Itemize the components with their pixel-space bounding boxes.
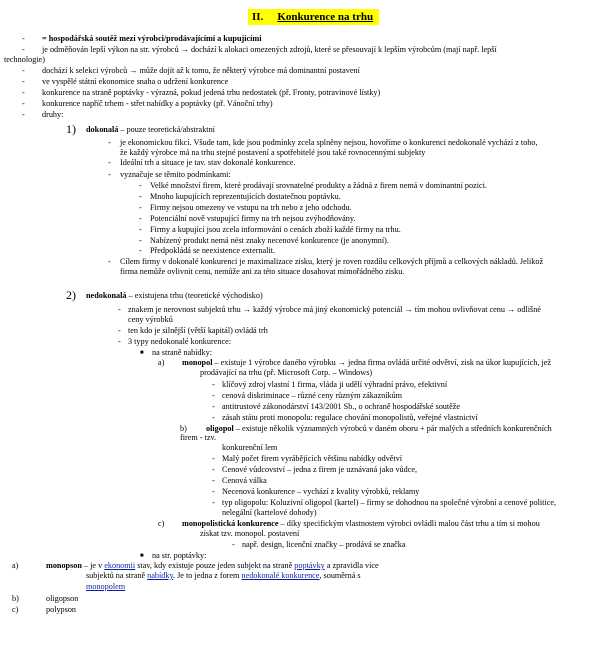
- text-line: na straně nabídky:: [152, 348, 213, 357]
- text-line: ve vyspělé státní ekonomice snaha o udržení konkurence: [42, 77, 229, 86]
- text-line: [86, 582, 125, 592]
- text-line: že každý výrobce má na trhu stejné postavení a spotřebitelé jsou také rovnocennými subjekty: [120, 148, 426, 157]
- bullet-marker: -: [212, 465, 215, 474]
- text-line: Firmy nejsou omezeny ve vstupu na trh nebo z jeho odchodu.: [150, 203, 352, 212]
- square-bullet-marker: ■: [140, 553, 144, 559]
- text-line: konkurenční lem: [222, 443, 278, 452]
- bullet-marker: -: [139, 246, 142, 255]
- text-line: oligopol – existuje několik významných výrobců v daném oboru + pár malých a středních konkurenčních: [206, 424, 552, 433]
- list-letter: a): [12, 561, 19, 570]
- link-nedokonala-konkurence[interactable]: nedokonalé konkurence: [241, 571, 320, 580]
- text-line: Necenová konkurence – vychází z kvality výrobků, reklamy: [222, 487, 420, 496]
- text-line: zásah státu proti monopolu: regulace chování monopolistů, veřejné vlastnictví: [222, 413, 478, 422]
- bullet-marker: -: [22, 66, 25, 75]
- square-bullet-marker: ■: [140, 350, 144, 356]
- text-line: Předpokládá se neexistence externalit.: [150, 246, 276, 255]
- bullet-marker: -: [212, 454, 215, 463]
- link-nabidka[interactable]: nabídky: [147, 571, 174, 580]
- text-line: Cílem firmy v dokonalé konkurenci je maximalizace zisku, který je roven rozdílu celkových příjmů a celkových nákladů. Jelikož: [120, 257, 544, 266]
- text-line: dochází k selekci výrobců → může dojít až k tomu, že některý výrobce má dominantní postavení: [42, 66, 360, 75]
- text-line: cenová diskriminace – různé ceny různým zákazníkům: [222, 391, 403, 400]
- bullet-marker: -: [139, 192, 142, 201]
- title-text: Konkurence na trhu: [277, 11, 374, 23]
- text-line: na str. poptávky:: [152, 551, 207, 560]
- section-number: 2): [66, 288, 76, 302]
- text-line: Cenová válka: [222, 476, 267, 485]
- text-line: monopson – je v ekonomii stav, kdy existuje pouze jeden subjekt na straně poptávky a zpravidla více: [46, 561, 379, 570]
- section-heading: nedokonalá – existujena trhu (teoretické východisko): [86, 291, 263, 300]
- bullet-marker: -: [118, 305, 121, 314]
- text-line: Malý počet firem vyrábějících většinu nabídky odvětví: [222, 454, 403, 463]
- list-letter: b): [180, 424, 187, 433]
- bullet-marker: -: [108, 257, 111, 266]
- text-line: vyznačuje se těmito podmínkami:: [120, 170, 231, 179]
- definition-line: = hospodářská soutěž mezi výrobci/prodávajícími a kupujícími: [42, 34, 262, 43]
- page-title: [248, 9, 379, 25]
- bullet-marker: -: [118, 337, 121, 346]
- text-line: konkurence na straně poptávky - výrazná, pokud jedená trhu nedostatek (př. Fronty, potravinové lístky): [42, 88, 381, 97]
- bullet-marker: -: [212, 476, 215, 485]
- text-line: Potenciální nově vstupující firmy na trh nejsou zvýhodňovány.: [150, 214, 356, 223]
- bullet-marker: -: [118, 326, 121, 335]
- text-line: klíčový zdroj vlastní 1 firma, vláda ji udělí výhradní právo, efektivní: [222, 380, 448, 389]
- bullet-marker: -: [139, 203, 142, 212]
- bullet-marker: -: [232, 540, 235, 549]
- section-heading: dokonalá – pouze teoretická/abstraktní: [86, 125, 215, 134]
- text-line: subjektů na straně nabídky. Je to jedna z forem nedokonalé konkurence, souměrná s: [86, 571, 361, 580]
- text-line: 3 typy nedokonalé konkurence:: [128, 337, 231, 346]
- text-line: druhy:: [42, 110, 64, 119]
- link-monopol[interactable]: monopolem: [86, 582, 126, 591]
- bullet-marker: -: [212, 498, 215, 507]
- text-line: konkurence napříč trhem - střet nabídky a poptávky (př. Vánoční trhy): [42, 99, 273, 108]
- text-line: oligopson: [46, 594, 79, 603]
- bullet-marker: -: [22, 34, 25, 43]
- link-ekonomie[interactable]: ekonomii: [104, 561, 136, 570]
- text-line: je ekonomickou fikcí. Všude tam, kde jsou podmínky zcela splněny nejsou, hovoříme o konkurenci nedokonalé vychází z toho,: [120, 138, 538, 147]
- text-line: technologie): [4, 55, 45, 64]
- bullet-marker: -: [212, 402, 215, 411]
- text-line: Mnoho kupujících reprezentujících dostatečnou poptávku.: [150, 192, 341, 201]
- bullet-marker: -: [22, 99, 25, 108]
- text-line: Ideální trh a situace je tav. stav dokonalé konkurence.: [120, 158, 296, 167]
- bullet-marker: -: [108, 158, 111, 167]
- text-line: firem - tzv.: [180, 433, 217, 442]
- list-letter: b): [12, 594, 19, 603]
- section-number: 1): [66, 122, 76, 136]
- text-line: prodávající na trhu (př. Microsoft Corp. – Windows): [200, 368, 373, 377]
- text-line: ceny výrobků: [128, 315, 173, 324]
- bullet-marker: -: [22, 45, 25, 54]
- text-line: získat tzv. monopol. postavení: [200, 529, 300, 538]
- text-line: Velké množství firem, které prodávají srovnatelné produkty a žádná z firem nemá v dominantní pozici.: [150, 181, 487, 190]
- text-line: je odměňován lepší výkon na str. výrobců → dochází k alokaci omezených zdrojů, které se přesouvají k lepším výrobcům (mají např. lepší: [42, 45, 497, 54]
- text-line: nelegální (kartelové dohody): [222, 508, 317, 517]
- bullet-marker: -: [108, 170, 111, 179]
- bullet-marker: -: [212, 380, 215, 389]
- bullet-marker: -: [212, 391, 215, 400]
- text-line: monopol – existuje 1 výrobce daného výrobku → jedna firma ovládá určité odvětví, zisk na úkor kupujících, jež: [182, 358, 552, 367]
- list-letter: a): [158, 358, 165, 367]
- text-line: Nabízený produkt nemá nést znaky necenové konkurence (je anonymní).: [150, 236, 389, 245]
- text-line: znakem je nerovnost subjektů trhu → každý výrobce má jiný ekonomický potenciál → tím mohou ovlivňovat cenu → odlišné: [128, 305, 541, 314]
- link-poptavka[interactable]: poptávky: [294, 561, 325, 570]
- bullet-marker: -: [22, 77, 25, 86]
- bullet-marker: -: [108, 138, 111, 147]
- bullet-marker: -: [139, 225, 142, 234]
- bullet-marker: -: [139, 214, 142, 223]
- bullet-marker: -: [139, 236, 142, 245]
- list-letter: c): [12, 605, 19, 614]
- text-line: antitrustové zákonodárství 143/2001 Sb., o ochraně hospodářské soutěže: [222, 402, 461, 411]
- bullet-marker: -: [139, 181, 142, 190]
- bullet-marker: -: [22, 88, 25, 97]
- bullet-marker: -: [212, 487, 215, 496]
- list-letter: c): [158, 519, 165, 528]
- text-line: ten kdo je silnější (větší kapitál) ovládá trh: [128, 326, 268, 335]
- text-line: Firmy a kupující jsou zcela informováni o cenách zboží každé firmy na trhu.: [150, 225, 401, 234]
- text-line: monopolistická konkurence – díky specifickým vlastnostem výrobci ovládli malou část trhu a tím si mohou: [182, 519, 540, 528]
- text-line: typ oligopolu: Koluzivní oligopol (kartel) – firmy se dohodnou na společné výrobní a cenové politice,: [222, 498, 557, 507]
- text-line: polypson: [46, 605, 77, 614]
- bullet-marker: -: [212, 413, 215, 422]
- bullet-marker: -: [22, 110, 25, 119]
- text-line: firma nemůže ovlivnit cenu, nemůže ani za této situace dosahovat mimořádného zisku.: [120, 267, 405, 276]
- text-line: např. design, licenční značky – prodává se značka: [242, 540, 406, 549]
- text-line: Cenové vůdcovství – jedna z firem je uznávaná jako vůdce,: [222, 465, 418, 474]
- title-roman: II.: [252, 11, 264, 23]
